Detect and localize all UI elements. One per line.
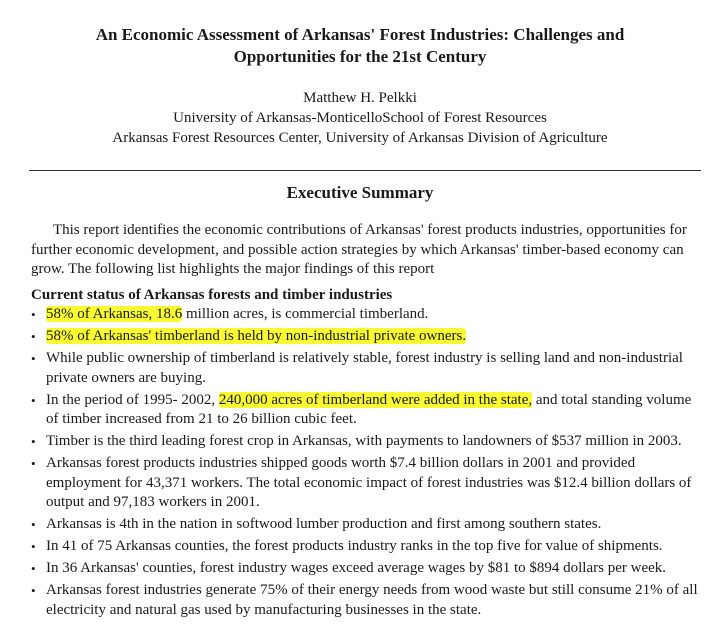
author-affiliation-2: Arkansas Forest Resources Center, University of Arkansas Division of Agriculture — [112, 130, 608, 146]
bullet-icon: • — [31, 539, 36, 554]
bullet-icon: • — [31, 434, 36, 449]
intro-paragraph: This report identifies the economic contributions of Arkansas' forest products industries, opportunities for further economic development, and possible action strategies by which Arkansas' timber-based economy can grow. The following list highlights the major findings of this report — [31, 222, 687, 277]
item-text: While public ownership of timberland is relatively stable, forest industry is selling land and non-industrial private owners are buying. — [46, 350, 683, 386]
document-title: An Economic Assessment of Arkansas' Forest Industries: Challenges and Opportunities for the 21st Century — [95, 25, 625, 66]
bullet-icon: • — [31, 351, 36, 366]
item-text: million acres, is commercial timberland. — [182, 306, 429, 322]
item-text: and total standing volume of timber increased from 21 to 26 billion cubic feet. — [46, 391, 692, 427]
item-text: In the period of 1995- 2002, — [46, 391, 219, 408]
list-item — [29, 391, 701, 430]
item-text: Timber is the third leading forest crop in Arkansas, with payments to landowners of $537 million in 2003. — [46, 433, 682, 449]
list-item — [29, 537, 701, 557]
item-text: Arkansas forest products industries shipped goods worth $7.4 billion dollars in 2001 and provided employment for 43,371 workers. The total economic impact of forest industries was $12.4 billion dollars of output and 97,183 workers in 2001. — [46, 455, 692, 510]
list-item — [29, 454, 701, 513]
list-item — [29, 327, 701, 347]
subsection-heading: Current status of Arkansas forests and timber industries — [31, 287, 393, 303]
bullet-icon: • — [31, 583, 36, 598]
bullet-icon: • — [31, 329, 36, 344]
author-block — [0, 88, 720, 148]
bullet-icon: • — [31, 561, 36, 576]
bullet-icon: • — [31, 456, 36, 471]
highlighted-text: 58% of Arkansas' timberland is held by non-industrial private owners. — [46, 328, 467, 344]
findings-list — [29, 305, 701, 623]
author-name: Matthew H. Pelkki — [303, 90, 417, 106]
list-item — [29, 559, 701, 579]
list-item — [29, 432, 701, 452]
list-item — [29, 581, 701, 620]
bullet-icon: • — [31, 517, 36, 532]
item-text: Arkansas is 4th in the nation in softwood lumber production and first among southern states. — [46, 516, 602, 532]
list-item — [29, 515, 701, 535]
section-heading-executive-summary: Executive Summary — [286, 183, 434, 202]
horizontal-divider — [29, 170, 701, 171]
highlighted-text: 58% of Arkansas, 18.6 — [46, 306, 183, 322]
bullet-icon: • — [31, 307, 36, 322]
list-item — [29, 349, 701, 388]
highlighted-text: 240,000 acres of timberland were added in the state, — [218, 391, 533, 408]
author-affiliation-1: University of Arkansas-MonticelloSchool of Forest Resources — [173, 110, 547, 126]
item-text: In 36 Arkansas' counties, forest industry wages exceed average wages by $81 to $894 dollars per week. — [46, 560, 667, 576]
item-text: Arkansas forest industries generate 75% of their energy needs from wood waste but still consume 21% of all electricity and natural gas used by manufacturing businesses in the state. — [46, 582, 698, 618]
list-item — [29, 305, 701, 325]
bullet-icon: • — [31, 392, 36, 408]
item-text: In 41 of 75 Arkansas counties, the forest products industry ranks in the top five for value of shipments. — [46, 538, 663, 554]
